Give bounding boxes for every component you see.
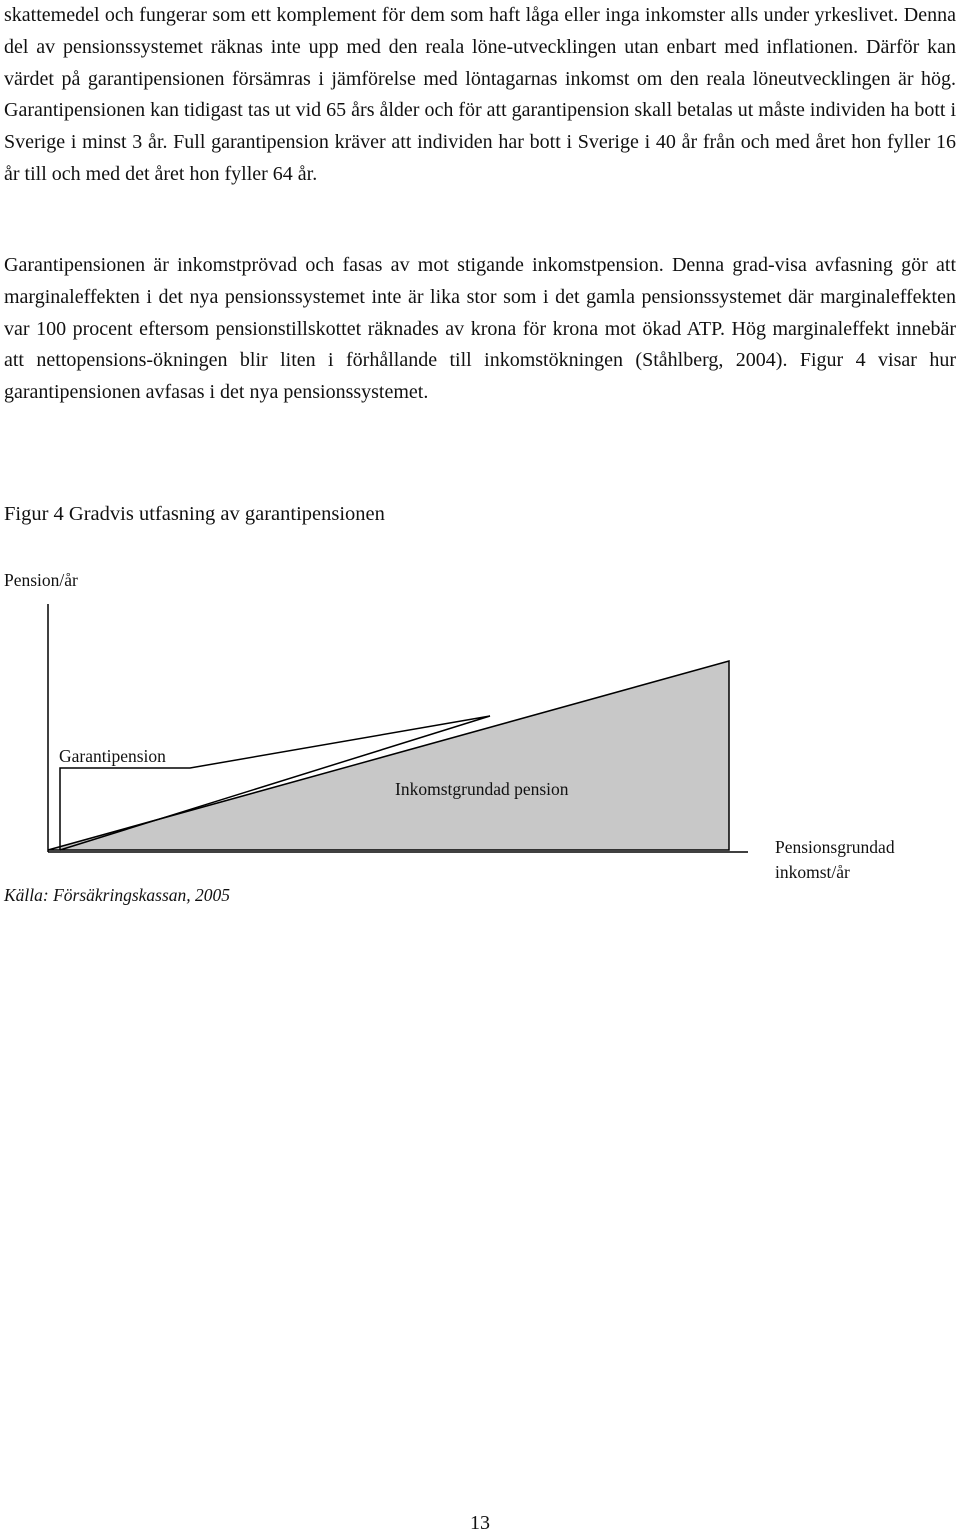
page-number: 13 [470, 1512, 490, 1534]
garantipension-label: Garantipension [59, 746, 166, 766]
figure-source: Källa: Försäkringskassan, 2005 [4, 885, 231, 905]
body-paragraph-1: skattemedel och fungerar som ett komplement för dem som haft låga eller inga inkomster alls under yrkeslivet. Denna del av pensionssystemet räknas inte upp med den reala löne-utvecklingen utan enbart med inflationen. Därför kan värdet på garantipensionen försämras i jämförelse med löntagarnas inkomst om den reala löneutvecklingen är hög. Garantipensionen kan tidigast tas ut vid 65 års ålder och för att garantipension skall betalas ut måste individen ha bott i Sverige i minst 3 år. Full garantipension kräver att individen har bott i Sverige i 40 år från och med året hon fyller 16 år till och med det året hon fyller 64 år. [4, 4, 956, 185]
y-axis-label: Pension/år [4, 570, 78, 590]
x-axis-label: Pensionsgrundad inkomst/år [775, 837, 895, 882]
inkomstpension-label: Inkomstgrundad pension [395, 779, 569, 799]
figure-caption: Figur 4 Gradvis utfasning av garantipensionen [4, 503, 385, 525]
body-paragraph-2: Garantipensionen är inkomstprövad och fasas av mot stigande inkomstpension. Denna grad-visa avfasning gör att marginaleffekten i det nya pensionssystemet inte är lika stor som i det gamla pensionssystemet där marginaleffekten var 100 procent eftersom pensionstillskottet räknades av krona för krona mot ökad ATP. Hög marginaleffekt innebär att nettopensions-ökningen blir liten i förhållande till inkomstökningen (Ståhlberg, 2004). Figur 4 visar hur garantipensionen avfasas i det nya pensionssystemet. [4, 254, 956, 404]
